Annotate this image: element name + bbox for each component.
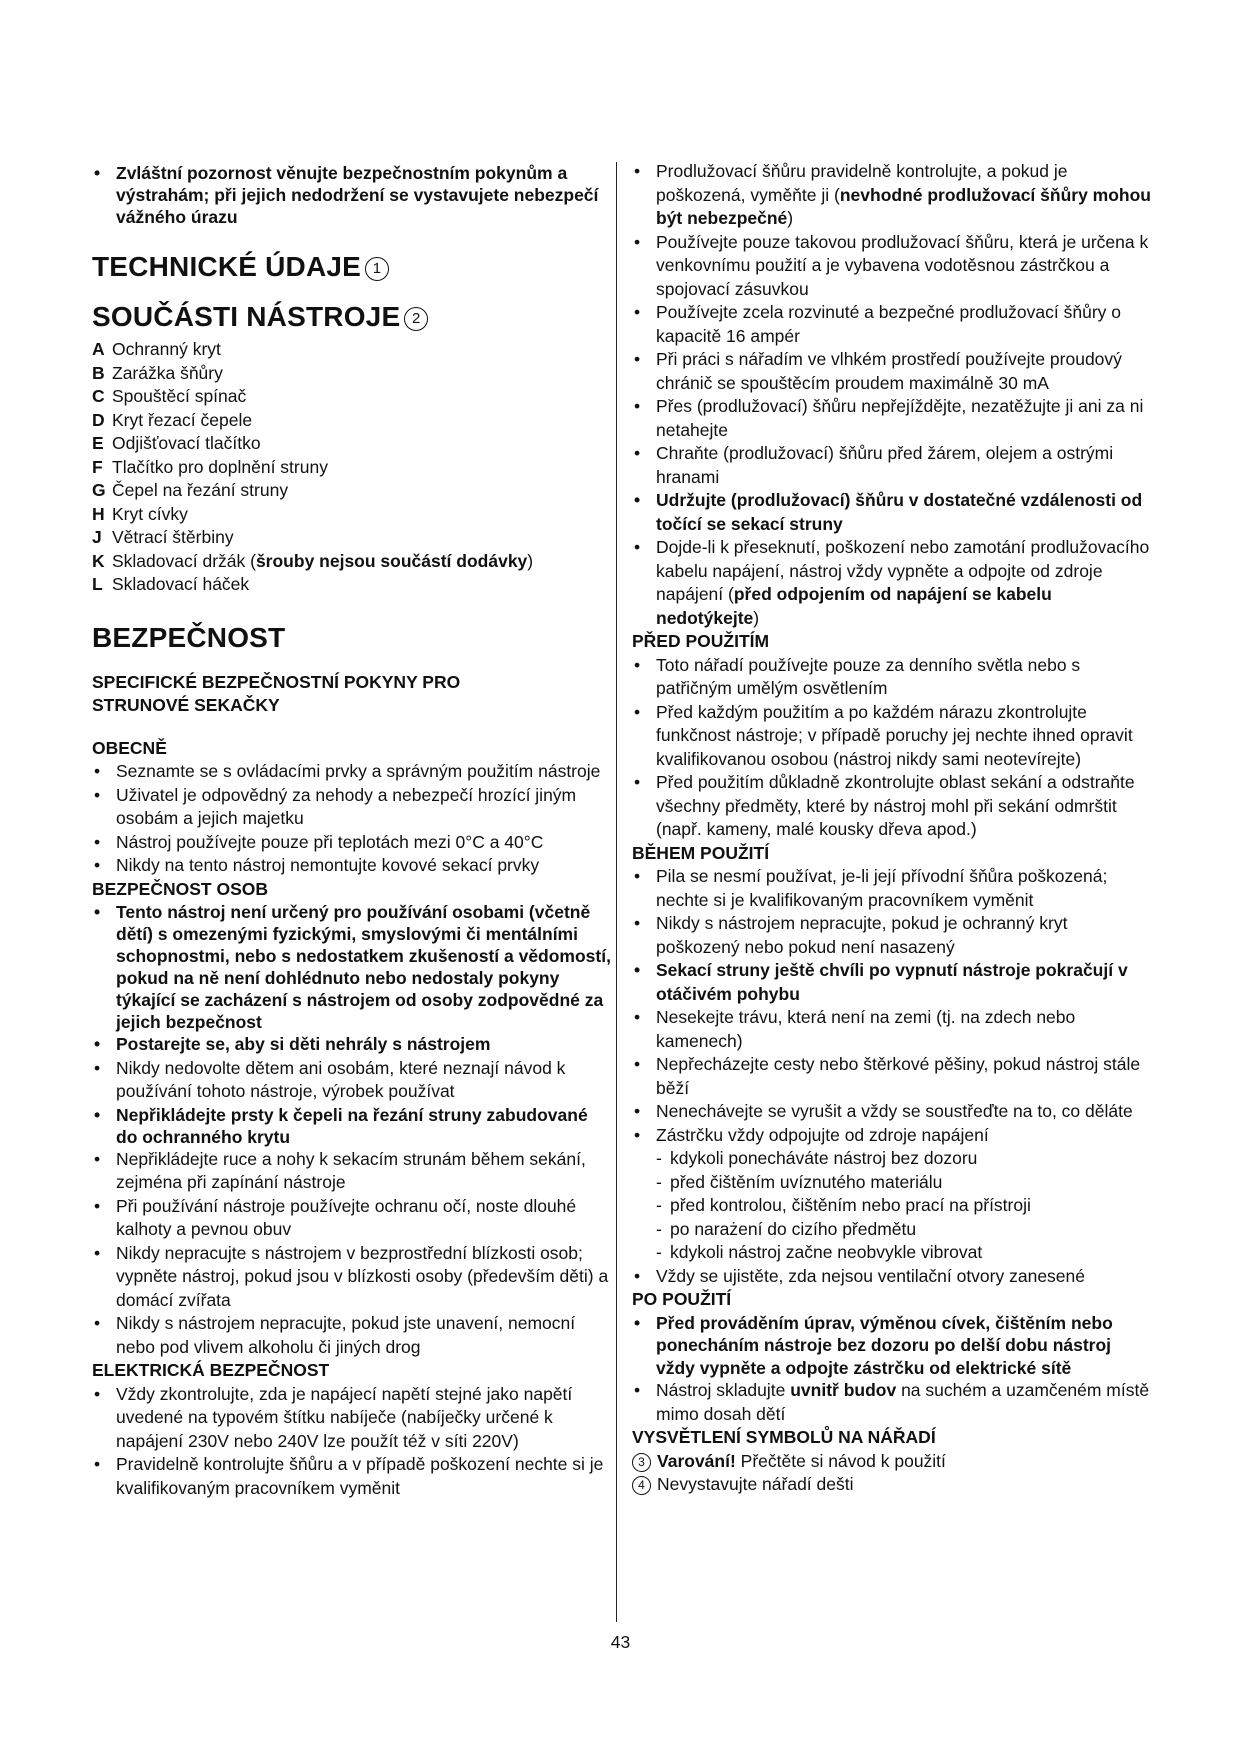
column-divider	[616, 162, 617, 1622]
ref-number-2: 2	[404, 307, 428, 331]
tech-data-title: TECHNICKÉ ÚDAJE	[92, 251, 362, 282]
list-item: • Nikdy s nástrojem nepracujte, pokud je ochranný kryt poškozený nebo pokud není nasazený	[632, 912, 1152, 959]
list-item: • Vždy se ujistěte, zda nejsou ventilační otvory zanesené	[632, 1265, 1152, 1289]
symbols-title: VYSVĚTLENÍ SYMBOLŮ NA NÁŘADÍ	[632, 1427, 936, 1447]
after-use-title: PO POUŽITÍ	[632, 1289, 732, 1309]
part-item: E Odjišťovací tlačítko	[92, 433, 261, 453]
part-item: G Čepel na řezání struny	[92, 480, 289, 500]
list-item: • Nenechávejte se vyrušit a vždy se soustřeďte na to, co děláte	[632, 1100, 1152, 1124]
part-item-k: K Skladovací držák (šrouby nejsou součástí dodávky)	[92, 550, 534, 571]
list-item: • Před každým použitím a po každém nárazu zkontrolujte funkčnost nástroje; v případě poruchy jej nechte ihned opravit kvalifikovanou osobou (nástroj nikdy sami neotevírejte)	[632, 701, 1152, 772]
list-item: • Nikdy s nástrojem nepracujte, pokud jste unavení, nemocní nebo pod vlivem alkoholu či jiných drog	[92, 1312, 612, 1359]
list-item-bold: • Postarejte se, aby si děti nehrály s nástrojem	[92, 1033, 612, 1057]
list-item: • Nikdy na tento nástroj nemontujte kovové sekací prvky	[92, 854, 612, 878]
intro-warning: • Zvláštní pozornost věnujte bezpečnostním pokynům a výstrahám; při jejich nedodržení se vystavujete nebezpečí vážného úrazu	[92, 162, 612, 228]
safety-heading: BEZPEČNOST	[92, 621, 286, 653]
list-item: • Přes (prodlužovací) šňůru nepřejíždějte, nezatěžujte ji ani za ni netahejte	[632, 395, 1152, 442]
electric-title: ELEKTRICKÁ BEZPEČNOST	[92, 1360, 330, 1380]
general-title: OBECNĚ	[92, 737, 167, 758]
list-item-bold: • Udržujte (prodlužovací) šňůru v dostatečné vzdálenosti od točící se sekací struny	[632, 489, 1152, 536]
ref-number-4: 4	[632, 1476, 651, 1495]
list-item: • Před použitím důkladně zkontrolujte oblast sekání a odstraňte všechny předměty, které by nástroj mohl při sekání odmrštit (např. kameny, malé kousky dřeva apod.)	[632, 771, 1152, 842]
tech-data-heading	[92, 250, 612, 284]
list-item: • Toto nářadí používejte pouze za denního světla nebo s patřičným umělým osvětlením	[632, 654, 1152, 701]
dash-item: - kdykoli nástroj začne neobvykle vibrovat	[632, 1241, 1152, 1265]
list-item-bold: • Nepřikládejte prsty k čepeli na řezání struny zabudované do ochranného krytu	[92, 1104, 612, 1148]
part-item: C Spouštěcí spínač	[92, 386, 247, 406]
list-item: • Chraňte (prodlužovací) šňůru před žárem, olejem a ostrými hranami	[632, 442, 1152, 489]
list-item: • Uživatel je odpovědný za nehody a nebezpečí hrozící jiným osobám a jejich majetku	[92, 784, 612, 831]
dash-item: - před kontrolou, čištěním nebo prací na přístroji	[632, 1194, 1152, 1218]
list-item: • Nepřecházejte cesty nebo štěrkové pěšiny, pokud nástroj stále běží	[632, 1053, 1152, 1100]
right-column	[632, 160, 1152, 1497]
list-item: • Seznamte se s ovládacími prvky a správným použitím nástroje	[92, 760, 612, 784]
part-item: B Zarážka šňůry	[92, 362, 223, 383]
list-item: • Používejte pouze takovou prodlužovací šňůru, která je určena k venkovnímu použití a je vybavena vodotěsnou zástrčkou a spojovací zásuvkou	[632, 231, 1152, 302]
parts-list	[92, 338, 612, 597]
list-item-bold: • Před prováděním úprav, výměnou cívek, čištěním nebo ponecháním nástroje bez dozoru po delší dobu nástroj vždy vypněte a odpojte zástrčku od elektrické sítě	[632, 1312, 1152, 1380]
list-item-bold: • Sekací struny ještě chvíli po vypnutí nástroje pokračují v otáčivém pohybu	[632, 959, 1152, 1006]
safety-subtitle: SPECIFICKÉ BEZPEČNOSTNÍ POKYNY PRO STRUNOVÉ SEKAČKY	[92, 671, 461, 715]
left-column	[92, 162, 612, 1500]
parts-heading	[92, 300, 612, 334]
part-item: D Kryt řezací čepele	[92, 409, 253, 430]
parts-title: SOUČÁSTI NÁSTROJE	[92, 301, 401, 332]
part-item: F Tlačítko pro doplnění struny	[92, 456, 328, 477]
list-item: • Nástroj skladujte uvnitř budov na suchém a uzamčeném místě mimo dosah dětí	[632, 1379, 1152, 1426]
dash-item: - kdykoli ponecháváte nástroj bez dozoru	[632, 1147, 1152, 1171]
list-item: • Prodlužovací šňůru pravidelně kontrolujte, a pokud je poškozená, vyměňte ji (nevhodné prodlužovací šňůry mohou být nebezpečné)	[632, 160, 1152, 231]
part-item: A Ochranný kryt	[92, 339, 221, 359]
list-item: • Pila se nesmí používat, je-li její přívodní šňůra poškozená; nechte si je kvalifikovaným pracovníkem vyměnit	[632, 865, 1152, 912]
during-use-title: BĚHEM POUŽITÍ	[632, 842, 770, 863]
symbol-warning: 3 Varování! Přečtěte si návod k použití	[632, 1450, 1152, 1474]
list-item: • Při používání nástroje používejte ochranu očí, noste dlouhé kalhoty a pevnou obuv	[92, 1195, 612, 1242]
dash-item: - před čištěním uvíznutého materiálu	[632, 1171, 1152, 1195]
dash-item: - po narażení do cizího předmětu	[632, 1218, 1152, 1242]
list-item: • Používejte zcela rozvinuté a bezpečné prodlužovací šňůry o kapacitě 16 ampér	[632, 301, 1152, 348]
list-item: • Dojde-li k přeseknutí, poškození nebo zamotání prodlužovacího kabelu napájení, nástroj vždy vypněte a odpojte od zdroje napájení (před odpojením od napájení se kabelu nedotýkejte)	[632, 536, 1152, 630]
part-item-l: L Skladovací háček	[92, 574, 250, 594]
list-item: • Nepřikládejte ruce a nohy k sekacím strunám během sekání, zejména při zapínání nástroje	[92, 1148, 612, 1195]
persons-title: BEZPEČNOST OSOB	[92, 878, 268, 899]
list-item: • Pravidelně kontrolujte šňůru a v případě poškození nechte si je kvalifikovaným pracovníkem vyměnit	[92, 1453, 612, 1500]
part-item: J Větrací štěrbiny	[92, 527, 234, 547]
list-item: • Nikdy nepracujte s nástrojem v bezprostřední blízkosti osob; vypněte nástroj, pokud jsou v blízkosti osoby (především děti) a domácí zvířata	[92, 1242, 612, 1313]
part-item: H Kryt cívky	[92, 503, 188, 524]
list-item: • Nástroj používejte pouze při teplotách mezi 0°C a 40°C	[92, 831, 612, 855]
list-item: • Vždy zkontrolujte, zda je napájecí napětí stejné jako napětí uvedené na typovém štítku nabíječe (nabíječky určené k napájení 230V nebo 240V lze použít též v síti 220V)	[92, 1383, 612, 1454]
before-use-title: PŘED POUŽITÍM	[632, 631, 770, 651]
list-item-bold: • Tento nástroj není určený pro používání osobami (včetně dětí) s omezenými fyzickými, smyslovými či mentálními schopnostmi, nebo s nedostatkem zkušeností a vědomostí, pokud na ně není dohlédnuto nebo nedostaly pokyny týkající se zacházení s nástrojem od osoby zodpovědné za jejich bezpečnost	[92, 901, 612, 1033]
list-item: • Nesekejte trávu, která není na zemi (tj. na zdech nebo kamenech)	[632, 1006, 1152, 1053]
list-item: • Při práci s nářadím ve vlhkém prostředí používejte proudový chránič se spouštěcím proudem maximálně 30 mA	[632, 348, 1152, 395]
page-number: 43	[610, 1632, 631, 1652]
list-item: • Zástrčku vždy odpojujte od zdroje napájení	[632, 1124, 1152, 1148]
list-item: • Nikdy nedovolte dětem ani osobám, které neznají návod k používání tohoto nástroje, výrobek používat	[92, 1057, 612, 1104]
symbol-rain: 4 Nevystavujte nářadí dešti	[632, 1473, 1152, 1497]
ref-number-3: 3	[632, 1453, 651, 1472]
ref-number-1: 1	[365, 257, 389, 281]
